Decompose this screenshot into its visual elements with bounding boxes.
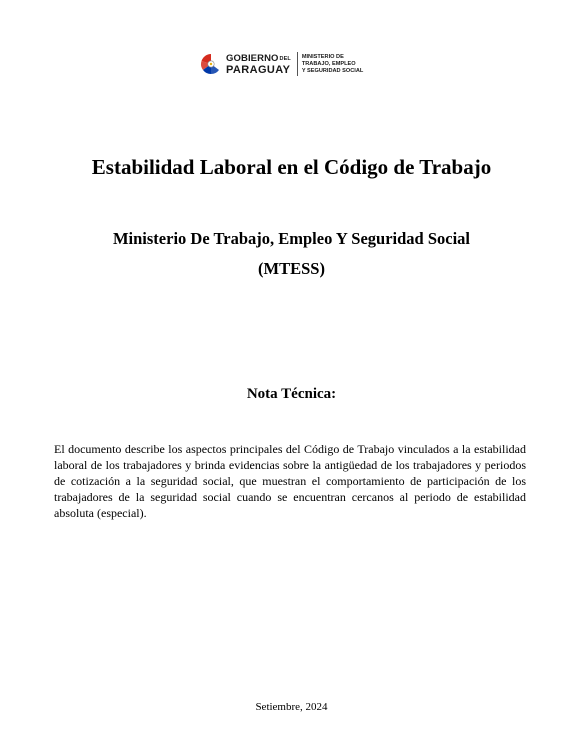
logo-line2: PARAGUAY [226, 63, 291, 76]
header-divider [297, 52, 298, 76]
ministry-line2: TRABAJO, EMPLEO [301, 60, 356, 67]
subtitle-line2: (MTESS) [258, 259, 325, 278]
ministry-name [302, 54, 363, 75]
document-title: Estabilidad Laboral en el Código de Trabajo [91, 155, 492, 179]
note-heading: Nota Técnica: [246, 386, 337, 402]
document-subtitle [0, 224, 583, 284]
ministry-line3: Y SEGURIDAD SOCIAL [301, 67, 364, 74]
subtitle-line1: Ministerio De Trabajo, Empleo Y Seguridad Social [112, 229, 471, 248]
government-emblem-icon [200, 53, 222, 75]
ministry-line1: MINISTERIO DE [301, 53, 344, 60]
government-logo-text [226, 53, 291, 76]
page-header [200, 50, 363, 78]
logo-line1-small: DEL [279, 55, 291, 62]
abstract-paragraph: El documento describe los aspectos principales del Código de Trabajo vinculados a la estabilidad laboral de los trabajadores y brinda evidencias sobre la antigüedad de los trabajadores y periodos de cotización a la seguridad social, que muestran el comportamiento de participación de los trabajadores de la seguridad social cuando se encuentran cercanos al periodo de estabilidad absoluta (especial). [54, 442, 526, 520]
publication-date: Setiembre, 2024 [255, 701, 328, 713]
logo-line1: GOBIERNO [226, 52, 279, 64]
